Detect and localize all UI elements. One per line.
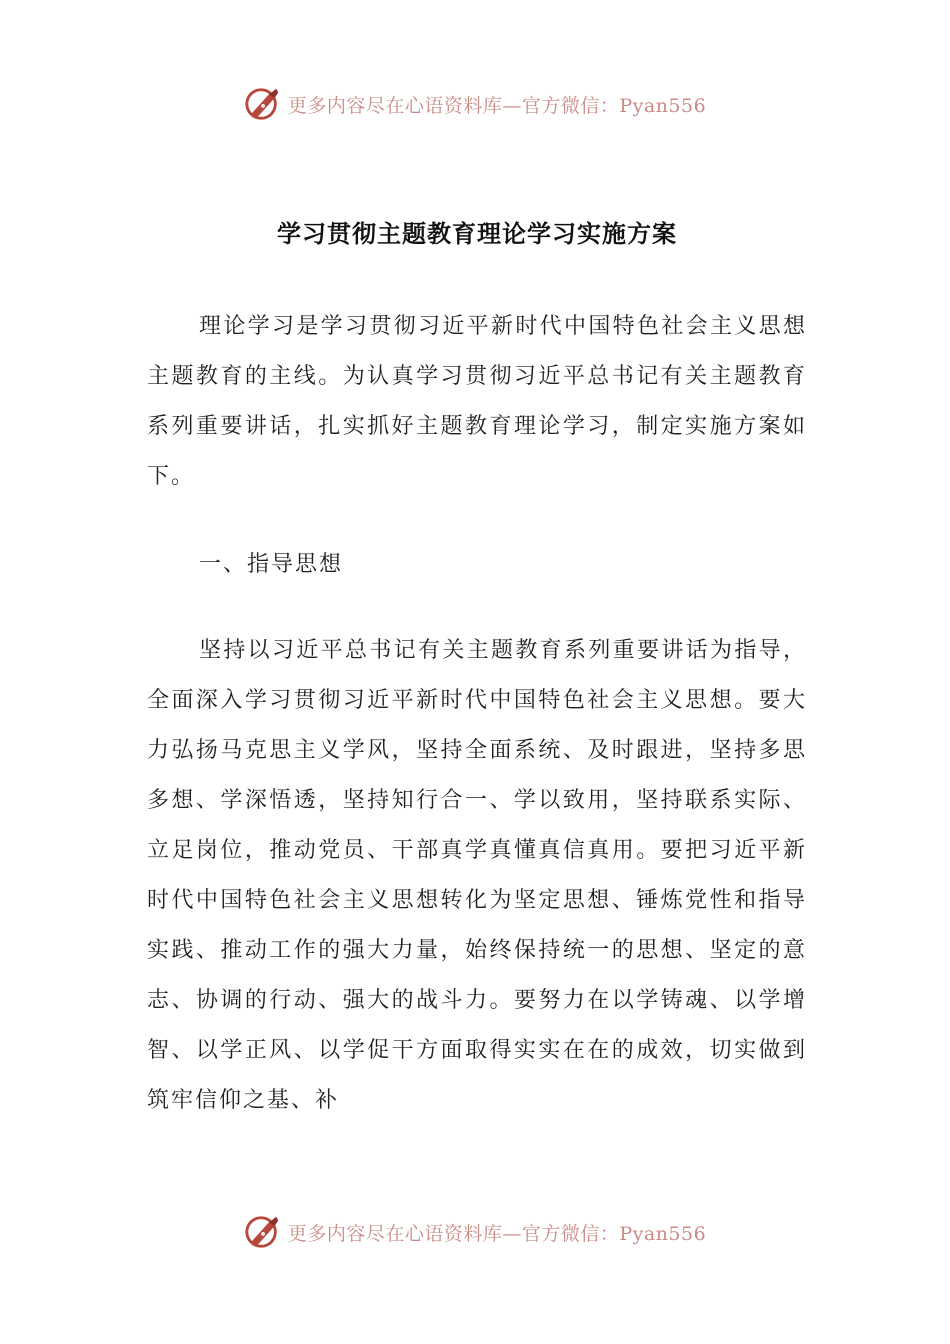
watermark-text: 更多内容尽在心语资料库—官方微信：Pyan556	[287, 94, 707, 117]
watermark-text: 更多内容尽在心语资料库—官方微信：Pyan556	[287, 1222, 707, 1245]
section-paragraph: 坚持以习近平总书记有关主题教育系列重要讲话为指导，全面深入学习贯彻习近平新时代中国特色社会主义思想。要大力弘扬马克思主义学风，坚持全面系统、及时跟进，坚持多思多想、学深悟透，坚持知行合一、学以致用，坚持联系实际、立足岗位，推动党员、干部真学真懂真信真用。要把习近平新时代中国特色社会主义思想转化为坚定思想、锤炼党性和指导实践、推动工作的强大力量，始终保持统一的思想、坚定的意志、协调的行动、强大的战斗力。要努力在以学铸魂、以学增智、以学正风、以学促干方面取得实实在在的成效，切实做到筑牢信仰之基、补	[147, 638, 807, 1113]
footer-watermark	[0, 1208, 950, 1256]
document-body	[147, 210, 807, 1126]
section-heading: 一、指导思想	[199, 552, 344, 577]
document-title: 学习贯彻主题教育理论学习实施方案	[277, 219, 677, 248]
pen-nib-in-circle-icon	[244, 85, 282, 123]
intro-paragraph: 理论学习是学习贯彻习近平新时代中国特色社会主义思想主题教育的主线。为认真学习贯彻习近平总书记有关主题教育系列重要讲话，扎实抓好主题教育理论学习，制定实施方案如下。	[147, 314, 807, 489]
header-watermark	[0, 80, 950, 128]
pen-nib-in-circle-icon	[244, 1213, 282, 1251]
